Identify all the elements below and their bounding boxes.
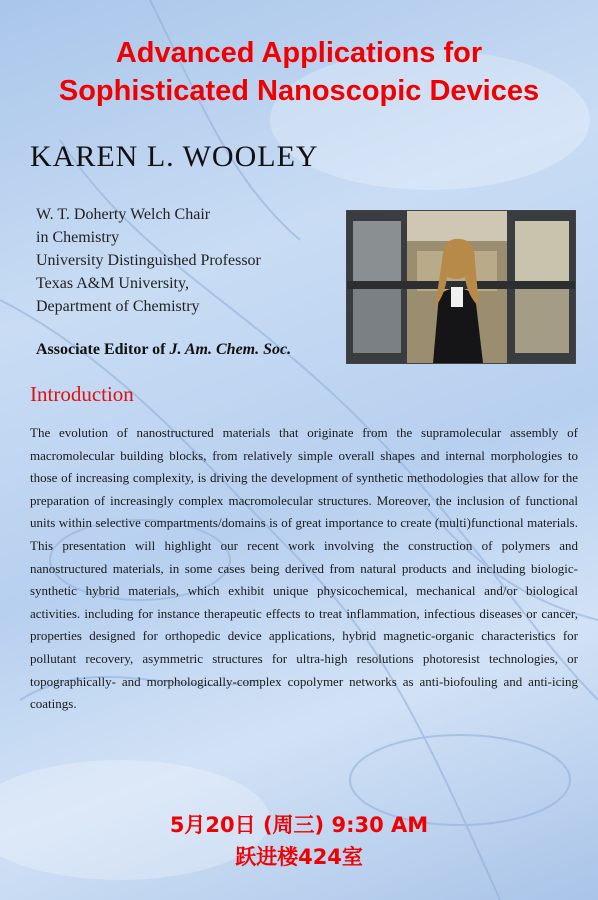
- affiliation-line: University Distinguished Professor: [36, 252, 261, 269]
- introduction-heading: Introduction: [30, 382, 134, 406]
- affiliation-line: Texas A&M University,: [36, 275, 189, 292]
- affiliation-line: W. T. Doherty Welch Chair: [36, 206, 211, 223]
- talk-title-line1: Advanced Applications for: [115, 37, 483, 69]
- talk-title-line2: Sophisticated Nanoscopic Devices: [58, 75, 540, 107]
- editor-prefix: Associate Editor of: [36, 341, 170, 358]
- speaker-name: KAREN L. WOOLEY: [30, 140, 319, 173]
- speaker-affiliation: [36, 203, 336, 318]
- introduction-body: The evolution of nanostructured materials that originate from the supramolecular assembly of macromolecular building blocks, from relatively simple overall shapes and internal morphologies to those of increasing complexity, is driving the development of synthetic methodologies that allow for the preparation of increasingly complex macromolecular structures. Moreover, the inclusion of functional units within selective compartments/domains is of great importance to create (multi)functional materials. This presentation will highlight our recent work involving the construction of polymers and nanostructured materials, in some cases being derived from natural products and including biologic-synthetic hybrid materials, which exhibit unique physicochemical, mechanical and/or biological activities. including for instance therapeutic effects to treat inflammation, infectious diseases or cancer, properties designed for orthopedic device applications, hybrid magnetic-organic characteristics for pollutant recovery, asymmetric structures for ultra-high resolutions photoresist technologies, or topographically- and morphologically-complex copolymer networks as anti-biofouling and anti-icing coatings.: [30, 425, 578, 712]
- affiliation-line: Department of Chemistry: [36, 298, 200, 315]
- talk-title: [0, 34, 598, 110]
- affiliation-line: in Chemistry: [36, 229, 120, 246]
- speaker-photo: [346, 210, 576, 364]
- event-location: 跃进楼424室: [235, 845, 363, 869]
- journal-name: J. Am. Chem. Soc.: [169, 341, 292, 358]
- editor-credit: [36, 341, 291, 359]
- event-datetime: 5月20日 (周三) 9:30 AM: [169, 813, 429, 837]
